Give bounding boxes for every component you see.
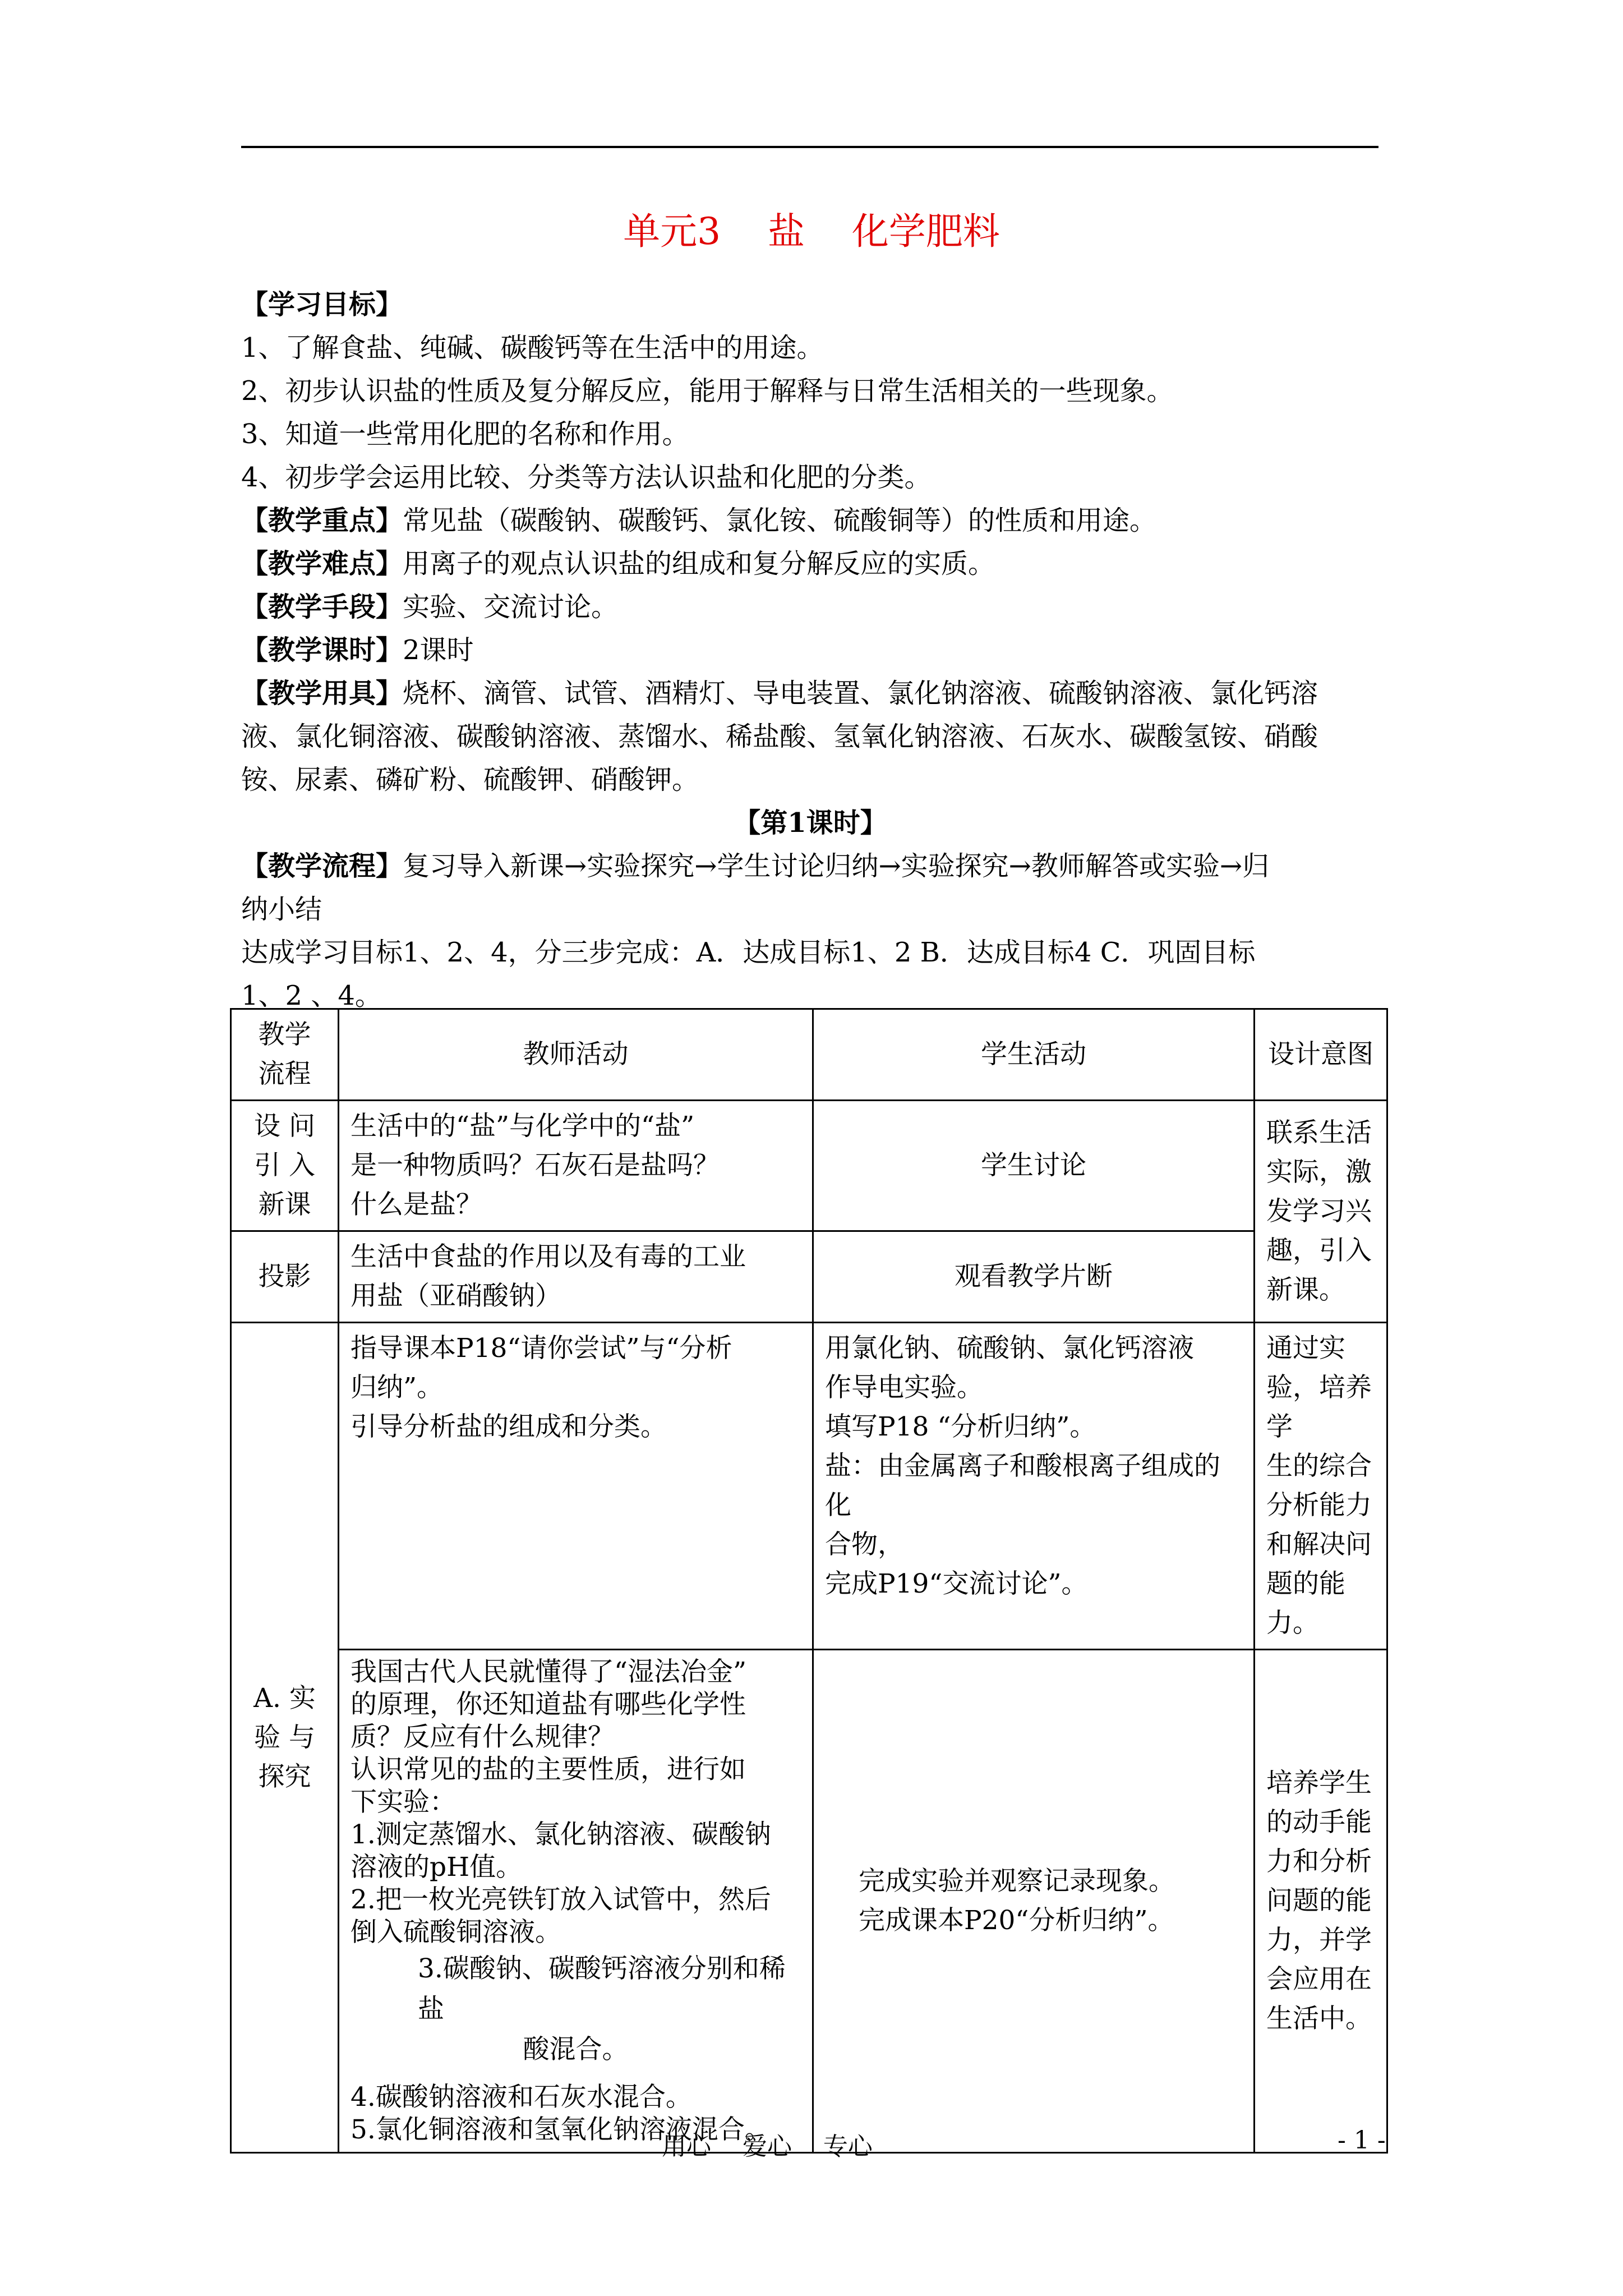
teacher-cell: 生活中的“盐”与化学中的“盐” 是一种物质吗？石灰石是盐吗？ 什么是盐？ — [339, 1101, 813, 1231]
table-row — [231, 1323, 1387, 1650]
teaching-flow: 【教学流程】复习导入新课→实验探究→学生讨论归纳→实验探究→教师解答或实验→归 — [241, 850, 1270, 882]
key-points: 【教学重点】常见盐（碳酸钠、碳酸钙、氯化铵、硫酸铜等）的性质和用途。 — [241, 505, 1157, 536]
header-teacher: 教师活动 — [339, 1009, 813, 1101]
intent-cell: 联系生活实际，激 发学习兴趣，引入 新课。 — [1255, 1101, 1387, 1323]
stage-cell: A. 实 验 与 探究 — [231, 1323, 339, 2153]
teaching-flow-cont: 纳小结 — [241, 894, 322, 925]
header-student: 学生活动 — [813, 1009, 1255, 1101]
objective-item: 1、了解食盐、纯碱、碳酸钙等在生活中的用途。 — [241, 332, 824, 364]
objective-item: 3、知道一些常用化肥的名称和作用。 — [241, 418, 689, 450]
student-cell: 学生讨论 — [813, 1101, 1255, 1231]
table-header-row — [231, 1009, 1387, 1101]
table-row — [231, 1650, 1387, 2153]
teaching-tools-cont: 液、氯化铜溶液、碳酸钠溶液、蒸馏水、稀盐酸、氢氧化钠溶液、石灰水、碳酸氢铵、硝酸 — [241, 721, 1318, 752]
page-number: - 1 - — [1338, 2126, 1386, 2155]
goal-line-cont: 1、2 、4。 — [241, 980, 382, 1011]
table-row — [231, 1231, 1387, 1323]
difficult-points: 【教学难点】用离子的观点认识盐的组成和复分解反应的实质。 — [241, 548, 995, 579]
teaching-means: 【教学手段】实验、交流讨论。 — [241, 591, 619, 623]
stage-cell: 投影 — [231, 1231, 339, 1323]
class-hours: 【教学课时】2课时 — [241, 634, 474, 666]
teaching-tools: 【教学用具】烧杯、滴管、试管、酒精灯、导电装置、氯化钠溶液、硫酸钠溶液、氯化钙溶 — [241, 678, 1318, 709]
table-row — [231, 1101, 1387, 1231]
header-stage: 教学 流程 — [231, 1009, 339, 1101]
teacher-cell: 指导课本P18“请你尝试”与“分析 归纳”。 引导分析盐的组成和分类。 — [339, 1323, 813, 1650]
stage-cell: 设 问 引 入 新课 — [231, 1101, 339, 1231]
student-cell: 观看教学片断 — [813, 1231, 1255, 1323]
footer-motto: 用心 爱心 专心 — [662, 2132, 873, 2161]
page-title: 单元3 盐 化学肥料 — [623, 210, 1000, 253]
goal-line: 达成学习目标1、2、4，分三步完成：A．达成目标1、2 B．达成目标4 C．巩固目标 — [241, 937, 1256, 968]
teacher-cell: 生活中食盐的作用以及有毒的工业 用盐（亚硝酸钠） — [339, 1231, 813, 1323]
intent-cell: 通过实验，培养学 生的综合分析能力 和解决问题的能力。 — [1255, 1323, 1387, 1650]
intent-cell: 培养学生的动手能 力和分析问题的能 力，并学会应用在 生活中。 — [1255, 1650, 1387, 2153]
intro-section — [241, 283, 1380, 1018]
teacher-cell: 我国古代人民就懂得了“湿法冶金” 的原理，你还知道盐有哪些化学性 质？反应有什么规律？ 认识常见的盐的主要性质，进行如 下实验： 1.测定蒸馏水、氯化钠溶液、碳酸钠 溶液的pH值。 2.把一枚光亮铁钉放入试管中，然后 倒入硫酸铜溶液。 3.碳酸钠、碳酸钙溶液分别和稀盐 酸混合。 4.碳酸钠溶液和石灰水混合。 5.氯化铜溶液和氢氧化钠溶液混合。 — [339, 1650, 813, 2153]
header-intent: 设计意图 — [1255, 1009, 1387, 1101]
student-cell: 用氯化钠、硫酸钠、氯化钙溶液 作导电实验。 填写P18 “分析归纳”。 盐：由金属离子和酸根离子组成的化 合物， 完成P19“交流讨论”。 — [813, 1323, 1255, 1650]
objective-item: 4、初步学会运用比较、分类等方法认识盐和化肥的分类。 — [241, 462, 932, 493]
student-cell: 完成实验并观察记录现象。 完成课本P20“分析归纳”。 — [813, 1650, 1255, 2153]
lesson-plan-table — [230, 1008, 1388, 2154]
teaching-tools-cont: 铵、尿素、磷矿粉、硫酸钾、硝酸钾。 — [241, 764, 699, 795]
objective-item: 2、初步认识盐的性质及复分解反应，能用于解释与日常生活相关的一些现象。 — [241, 375, 1174, 407]
header-rule — [241, 146, 1378, 148]
lesson-heading: 【第1课时】 — [734, 807, 887, 839]
objectives-heading: 【学习目标】 — [241, 289, 403, 320]
